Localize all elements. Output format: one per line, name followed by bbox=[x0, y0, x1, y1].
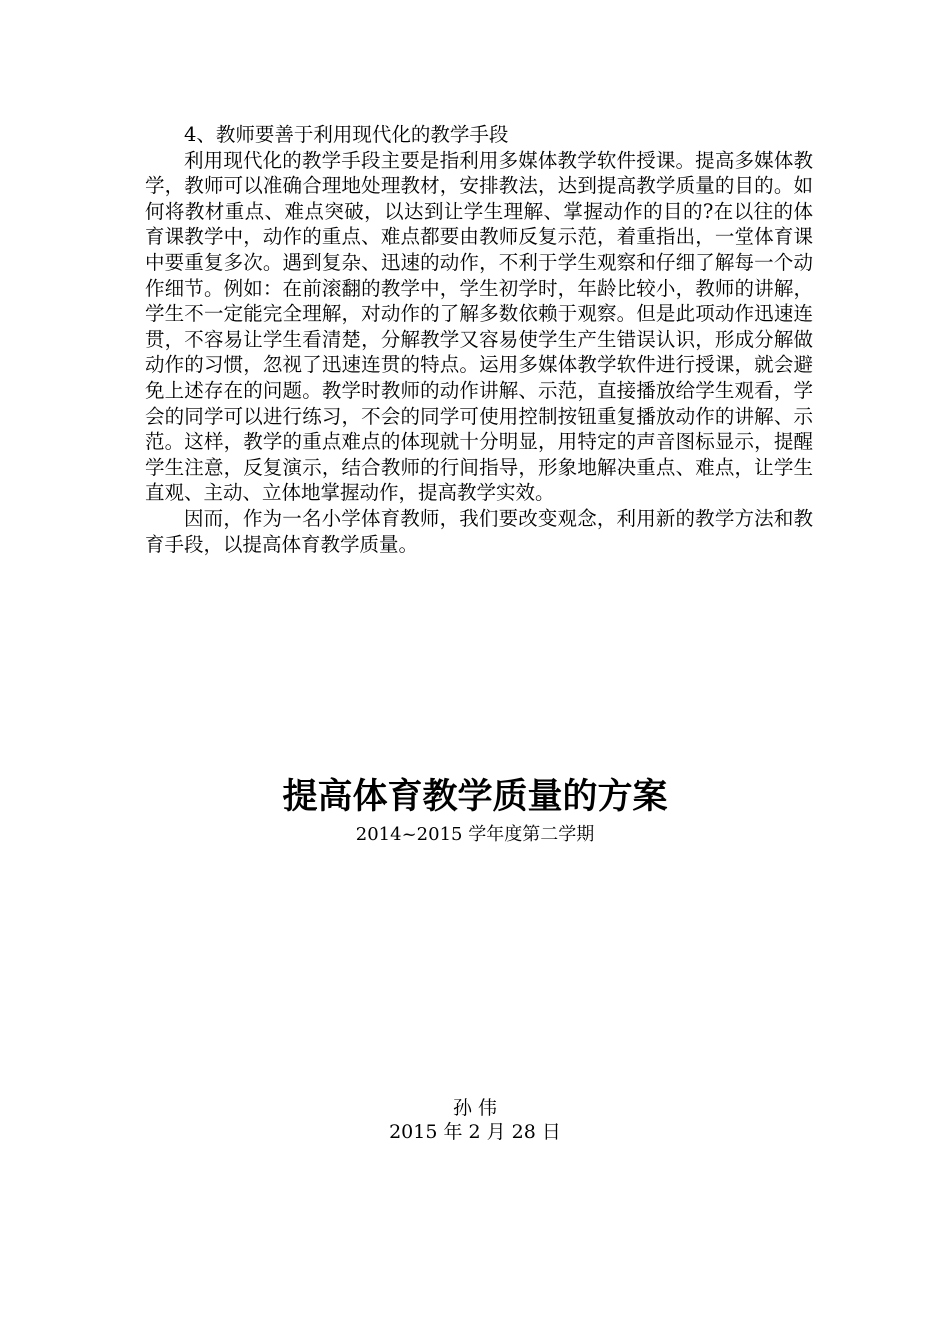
paragraph-multimedia-teaching: 利用现代化的教学手段主要是指利用多媒体教学软件授课。提高多媒体教学，教师可以准确合理地处理教材，安排教法，达到提高教学质量的目的。如何将教材重点、难点突破，以达到让学生理解、掌握动作的目的?在以往的体育课教学中，动作的重点、难点都要由教师反复示范，着重指出，一堂体育课中要重复多次。遇到复杂、迅速的动作，不利于学生观察和仔细了解每一个动作细节。例如：在前滚翻的教学中，学生初学时，年龄比较小，教师的讲解，学生不一定能完全理解，对动作的了解多数依赖于观察。但是此项动作迅速连贯，不容易让学生看清楚，分解教学又容易使学生产生错误认识，形成分解做动作的习惯，忽视了迅速连贯的特点。运用多媒体教学软件进行授课，就会避免上述存在的问题。教学时教师的动作讲解、示范，直接播放给学生观看，学会的同学可以进行练习，不会的同学可使用控制按钮重复播放动作的讲解、示范。这样，教学的重点难点的体现就十分明显，用特定的声音图标显示，提醒学生注意，反复演示，结合教师的行间指导，形象地解决重点、难点，让学生直观、主动、立体地掌握动作，提高教学实效。 bbox=[145, 148, 813, 505]
document-subtitle: 2014~2015 学年度第二学期 bbox=[355, 824, 595, 845]
body-text bbox=[145, 122, 813, 557]
author-name: 孙 伟 bbox=[452, 1097, 498, 1119]
signature-block bbox=[0, 1096, 950, 1144]
document-date: 2015 年 2 月 28 日 bbox=[389, 1121, 561, 1143]
section-heading: 4、教师要善于利用现代化的教学手段 bbox=[184, 123, 509, 146]
document-title: 提高体育教学质量的方案 bbox=[282, 776, 668, 817]
paragraph-conclusion: 因而，作为一名小学体育教师，我们要改变观念，利用新的教学方法和教育手段，以提高体育教学质量。 bbox=[145, 506, 813, 556]
